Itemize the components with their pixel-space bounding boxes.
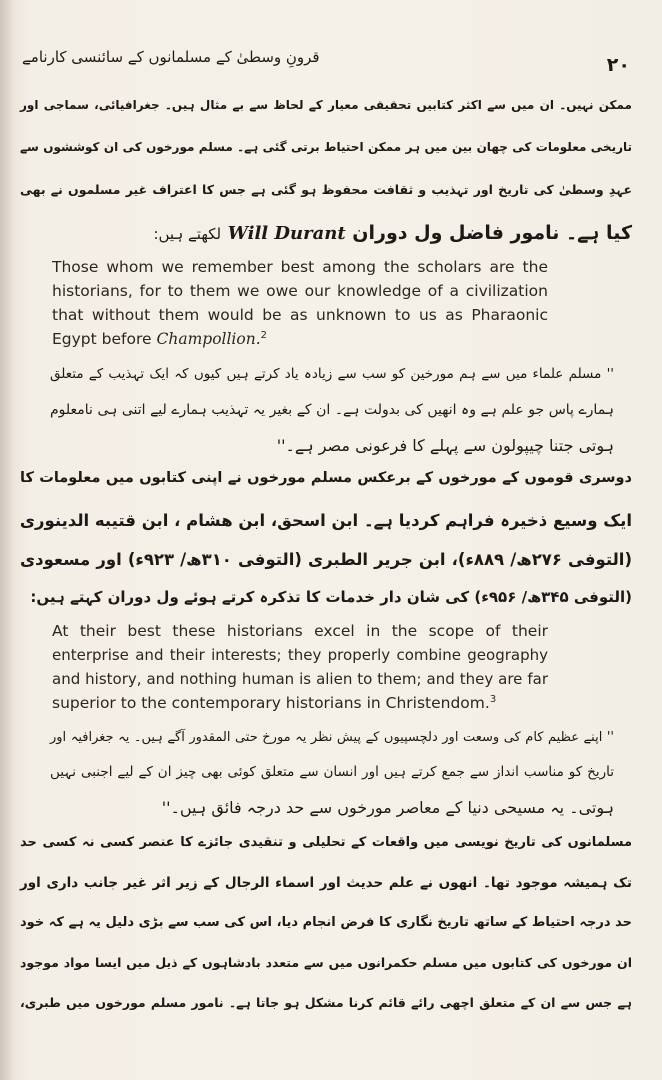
body-line: عہدِ وسطیٰ کی تاریخ اور تہذیب و ثقافت محفوظ ہو گئی ہے جس کا اعتراف غیر مسلموں نے بھی xyxy=(20,182,632,197)
author-name: Will Durant xyxy=(227,223,346,244)
body-text: کیا ہے۔ نامور فاضل ول دوران xyxy=(352,222,632,244)
body-line: ممکن نہیں۔ ان میں سے اکثر کتابیں تحقیقی معیار کے لحاظ سے بے مثال ہیں۔ جغرافیائی، سماجی اور xyxy=(20,98,632,112)
body-line xyxy=(20,222,632,244)
body-text: لکھتے ہیں: xyxy=(153,225,222,243)
running-title: قرونِ وسطیٰ کے مسلمانوں کے سائنسی کارنامے xyxy=(22,48,320,66)
english-quote-line: historians, for to them we owe our knowledge of a civilization xyxy=(52,282,548,300)
footnote-marker: 2 xyxy=(260,330,268,341)
translation-line: '' مسلم علماء میں سے ہم مورخین کو سب سے زیادہ یاد کرتے ہیں کیوں کہ ایک تہذیب کے متعلق xyxy=(50,366,614,382)
english-quote-line: enterprise and their interests; they properly combine geography xyxy=(52,646,548,664)
page-number: ۲۰ xyxy=(606,54,630,76)
translation-line: تاریخ کو مناسب انداز سے جمع کرتے ہیں اور انسان سے متعلق کوئی بھی چیز ان کے لیے اجنبی نہیں xyxy=(50,764,614,780)
body-line: ان مورخوں کی کتابوں میں مسلم حکمرانوں میں سے متعدد بادشاہوں کے ذیل میں ایسا مواد موجود xyxy=(20,955,632,970)
english-text: Egypt before xyxy=(52,330,152,349)
page-header xyxy=(22,40,630,80)
body-line: مسلمانوں کی تاریخ نویسی میں واقعات کے تحلیلی و تنقیدی جائزے کا عنصر کسی نہ کسی حد xyxy=(20,835,632,850)
body-line: تک ہمیشہ موجود تھا۔ انھوں نے علم حدیث اور اسماء الرجال کے زیر اثر غیر جانب داری اور xyxy=(20,875,632,891)
translation-line: ہمارے پاس جو علم ہے وہ انھیں کی بدولت ہے۔ ان کے بغیر یہ تہذیب ہمارے لیے اتنی ہی نامعلوم xyxy=(50,402,614,418)
english-quote-line xyxy=(52,694,548,712)
binding-shadow xyxy=(0,0,14,1080)
italic-name: Champollion. xyxy=(156,330,261,349)
english-quote-line: that without them would be as unknown to us as Pharaonic xyxy=(52,306,548,324)
english-quote-line: At their best these historians excel in the scope of their xyxy=(52,622,548,640)
footnote-marker: 3 xyxy=(489,694,497,705)
english-text: superior to the contemporary historians in Christendom. xyxy=(52,694,490,713)
body-line: حد درجہ احتیاط کے ساتھ تاریخ نگاری کا فرض انجام دیا، اس کی سب سے بڑی دلیل یہ ہے کہ خود xyxy=(20,915,632,930)
body-line: ایک وسیع ذخیرہ فراہم کردیا ہے۔ ابن اسحق، ابن هشام ، ابن قتیبه الدینوری xyxy=(19,511,632,530)
body-line: دوسری قوموں کے مورخوں کے برعکس مسلم مورخوں نے اپنی کتابوں میں معلومات کا xyxy=(20,470,632,486)
body-line: تاریخی معلومات کی چھان بین میں ہر ممکن احتیاط برتی گئی ہے۔ مسلم مورخوں کی ان کوششوں سے xyxy=(20,140,632,154)
translation-line: '' اپنے عظیم کام کی وسعت اور دلچسپیوں کے پیش نظر یہ مورخ حتی المقدور آگے ہیں۔ یہ جغرافیہ اور xyxy=(50,730,614,745)
translation-line: ہوتی جتنا چیپولون سے پہلے کا فرعونی مصر ہے۔'' xyxy=(276,436,614,455)
english-quote-line: and history, and nothing human is alien to them; and they are far xyxy=(52,670,548,688)
translation-line: ہوتی۔ یہ مسیحی دنیا کے معاصر مورخوں سے حد درجہ فائق ہیں۔'' xyxy=(161,798,614,817)
body-line: ہے جس سے ان کے متعلق اچھی رائے قائم کرنا مشکل ہو جاتا ہے۔ نامور مسلم مورخوں میں طبری، xyxy=(20,995,632,1010)
body-line: (التوفی ۲۷۶ھ/ ۸۸۹ء)، ابن جریر الطبری (التوفی ۳۱۰ھ/ ۹۲۳ء) اور مسعودی xyxy=(20,550,632,569)
english-quote-line xyxy=(52,330,548,348)
english-quote-line: Those whom we remember best among the scholars are the xyxy=(52,258,548,276)
body-line: (التوفی ۳۴۵ھ/ ۹۵۶ء) کی شان دار خدمات کا تذکرہ کرتے ہوئے ول دوران کہتے ہیں: xyxy=(30,588,632,606)
